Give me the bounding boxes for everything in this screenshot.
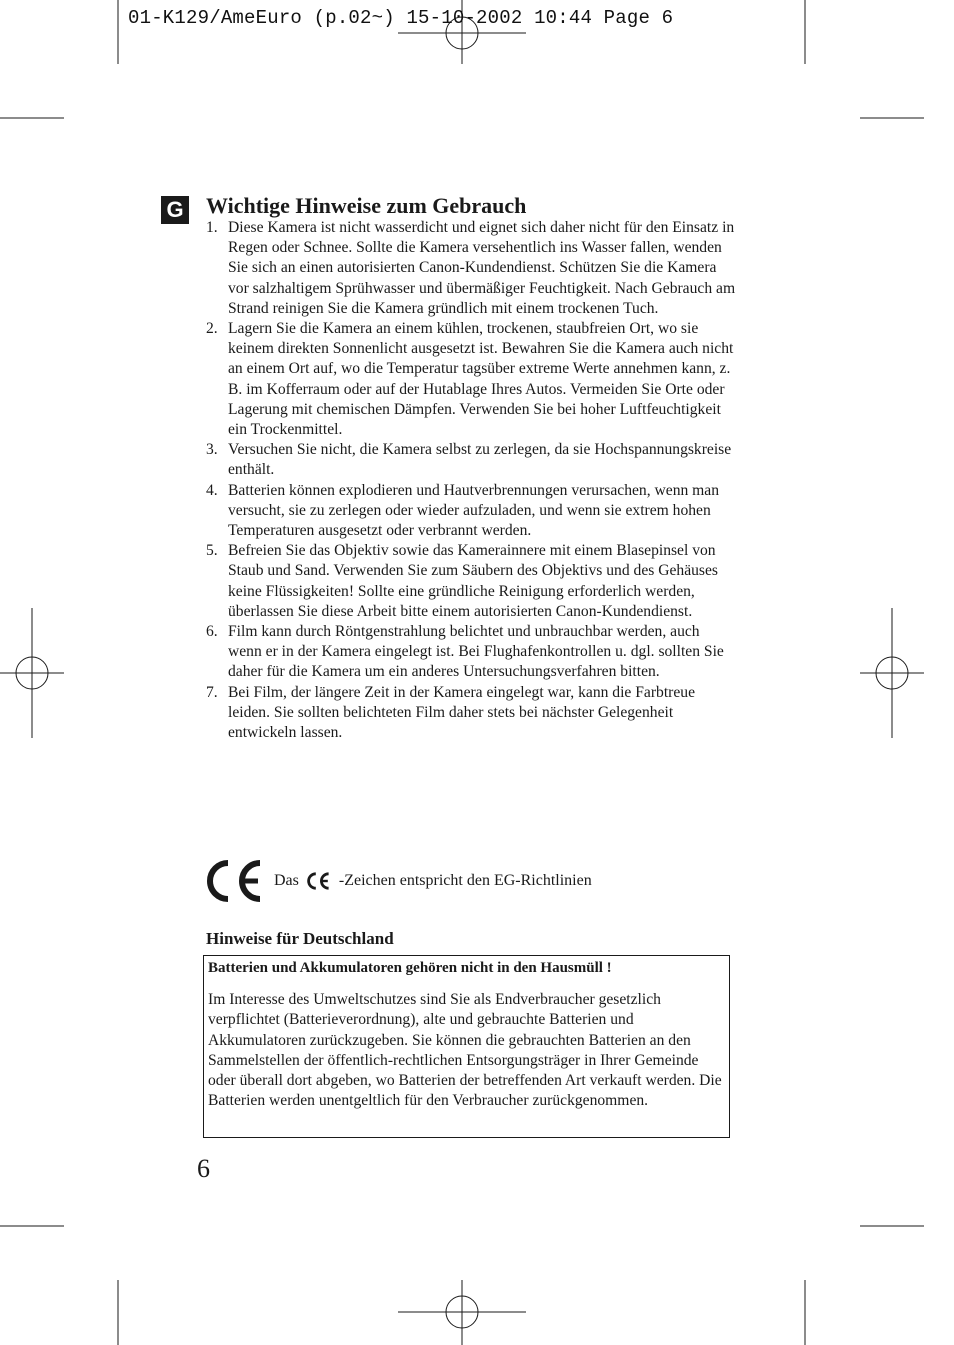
page-number: 6 xyxy=(197,1154,210,1183)
ce-notice-prefix: Das xyxy=(274,872,299,889)
item-number: 1. xyxy=(206,219,218,236)
ce-mark-small-icon xyxy=(307,872,331,890)
list-item xyxy=(206,683,736,744)
battery-disposal-box xyxy=(203,955,730,1138)
item-number: 2. xyxy=(206,320,218,338)
ce-notice xyxy=(206,858,592,904)
usage-notes-list xyxy=(206,218,736,743)
language-badge: G xyxy=(161,196,189,224)
item-text: Befreien Sie das Objektiv sowie das Kamerainnere mit einem Blasepinsel von Staub und Sand. Verwenden Sie zum Säubern des Objektivs und des Gehäuses keine Flüssigkeiten! Sollte eine gründliche Reinigung erforderlich werden, überlassen Sie diese Arbeit bitte einem autorisierten Canon-Kundendienst. xyxy=(228,542,718,620)
item-text: Bei Film, der längere Zeit in der Kamera eingelegt war, kann die Farbtreue leiden. Sie sollten belichteten Film daher stets bei nächster Gelegenheit entwickeln lassen. xyxy=(228,683,696,742)
ce-notice-suffix: -Zeichen entspricht den EG-Richtlinien xyxy=(338,872,592,889)
registration-mark-bottom xyxy=(398,1280,526,1345)
item-number: 6. xyxy=(206,623,218,641)
list-item xyxy=(206,218,736,319)
battery-box-text: Im Interesse des Umweltschutzes sind Sie als Endverbraucher gesetzlich verpflichtet (Batterieverordnung), alte und gebrauchte Batterien und Akkumulatoren zurückzugeben. Sie können die gebrauchten Batterien an den Sammelstellen der öffentlich-rechtlichen Entsorgungsträger in Ihrer Gemeinde oder überall dort abgeben, wo Batterien der betreffenden Art verkauft werden. Die Batterien werden unentgeltlich für den Verbraucher zurückgenommen. xyxy=(208,991,722,1110)
item-text: Versuchen Sie nicht, die Kamera selbst zu zerlegen, da sie Hochspannungskreise enthält. xyxy=(228,441,732,479)
list-item xyxy=(206,440,736,480)
list-item xyxy=(206,541,736,622)
item-text: Film kann durch Röntgenstrahlung belichtet und unbrauchbar werden, auch wenn er in der Kamera eingelegt ist. Bei Flughafenkontrollen u. dgl. sollten Sie daher für die Kamera um ein anderes Untersuchungsverfahren bitten. xyxy=(228,623,724,681)
item-number: 5. xyxy=(206,542,218,560)
ce-mark-icon xyxy=(206,859,266,903)
item-number: 4. xyxy=(206,481,218,499)
item-text: Batterien können explodieren und Hautverbrennungen verursachen, wenn man versucht, sie zu zerlegen oder wieder aufzuladen, und wenn sie extrem hohen Temperaturen ausgesetzt oder verbrannt werden. xyxy=(228,481,720,540)
list-item xyxy=(206,622,736,683)
item-text: Diese Kamera ist nicht wasserdicht und eignet sich daher nicht für den Einsatz in Regen oder Schnee. Sollte die Kamera versehentlich ins Wasser fallen, wenden Sie sich an einen autorisierten Canon-Kundendienst. Schützen Sie die Kamera vor salzhaltigem Sprühwasser und übermäßiger Feuchtigkeit. Nach Gebrauch am Strand reinigen Sie die Kamera gründlich mit einem trockenen Tuch. xyxy=(228,219,736,317)
page-title: Wichtige Hinweise zum Gebrauch xyxy=(206,193,527,218)
registration-mark-left xyxy=(0,608,64,738)
list-item xyxy=(206,481,736,542)
battery-box-heading: Batterien und Akkumulatoren gehören nicht in den Hausmüll ! xyxy=(208,960,612,976)
registration-mark-right xyxy=(860,608,924,738)
item-number: 3. xyxy=(206,441,218,459)
germany-heading: Hinweise für Deutschland xyxy=(206,929,394,948)
item-text: Lagern Sie die Kamera an einem kühlen, trockenen, staubfreien Ort, wo sie keinem direkten Sonnenlicht ausgesetzt ist. Bewahren Sie die Kamera auch nicht an einem Ort auf, wo die Temperatur tagsüber extreme Werte annehmen kann, z. B. im Kofferraum oder auf der Hutablage Ihres Autos. Vermeiden Sie Orte oder Lagerung mit chemischen Dämpfen. Verwenden Sie bei hoher Luftfeuchtigkeit ein Trockenmittel. xyxy=(228,320,734,439)
list-item xyxy=(206,319,736,440)
item-number: 7. xyxy=(206,683,218,701)
printer-slug-line: 01-K129/AmeEuro (p.02~) 15-10-2002 10:44 Page 6 xyxy=(128,7,674,29)
